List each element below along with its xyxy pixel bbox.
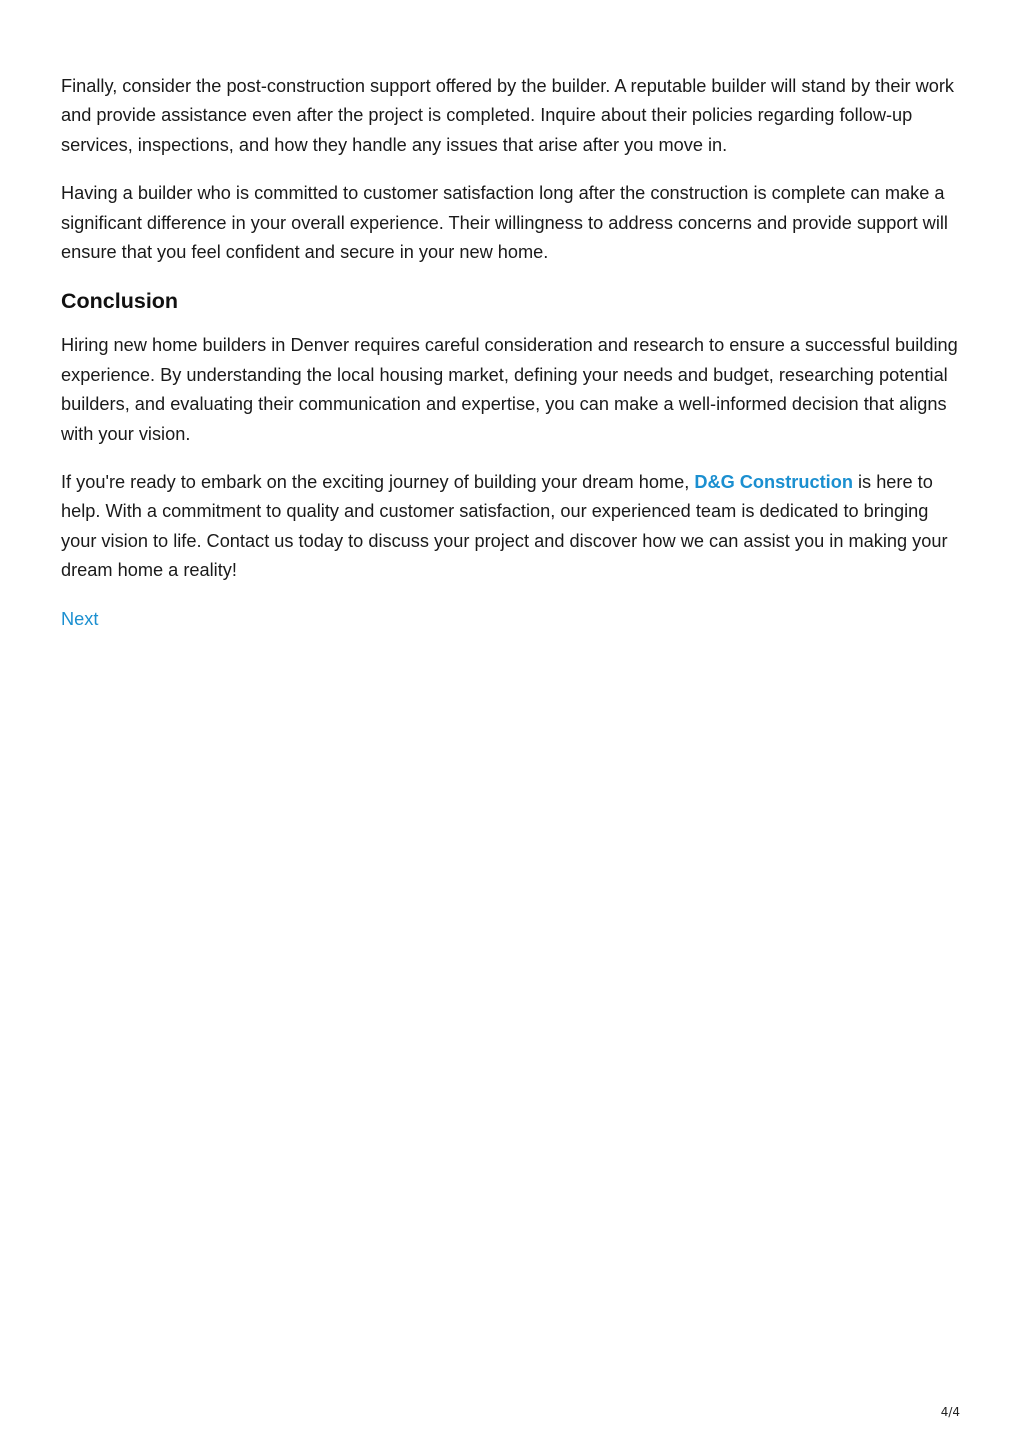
paragraph-post-construction: Finally, consider the post-construction support offered by the builder. A reputable builder will stand by their work and provide assistance even after the project is completed. Inquire about their policies regarding follow-up services, inspections, and how they handle any issues that arise after you move in. bbox=[61, 76, 955, 155]
dg-construction-link[interactable]: D&G Construction bbox=[694, 472, 853, 493]
article-body bbox=[61, 72, 961, 634]
conclusion-heading: Conclusion bbox=[61, 289, 179, 314]
paragraph-customer-satisfaction: Having a builder who is committed to customer satisfaction long after the construction is complete can make a significant difference in your overall experience. Their willingness to address concerns and provide support will ensure that you feel confident and secure in your new home. bbox=[61, 183, 948, 263]
next-link[interactable]: Next bbox=[61, 608, 99, 629]
cta-text-after: is here to help. With a commitment to quality and customer satisfaction, our experienced team is dedicated to bringing your vision to life. Contact us today to discuss your project and discover how we can assist you in making your dream home a reality! bbox=[61, 472, 948, 581]
page-number: 4/4 bbox=[940, 1405, 960, 1419]
paragraph-call-to-action bbox=[61, 468, 961, 586]
paragraph-conclusion: Hiring new home builders in Denver requires careful consideration and research to ensure a successful building experience. By understanding the local housing market, defining your needs and budget, researching potential builders, and evaluating their communication and expertise, you can make a well-informed decision that aligns with your vision. bbox=[61, 335, 958, 444]
cta-text-before: If you're ready to embark on the exciting journey of building your dream home, bbox=[61, 472, 695, 493]
